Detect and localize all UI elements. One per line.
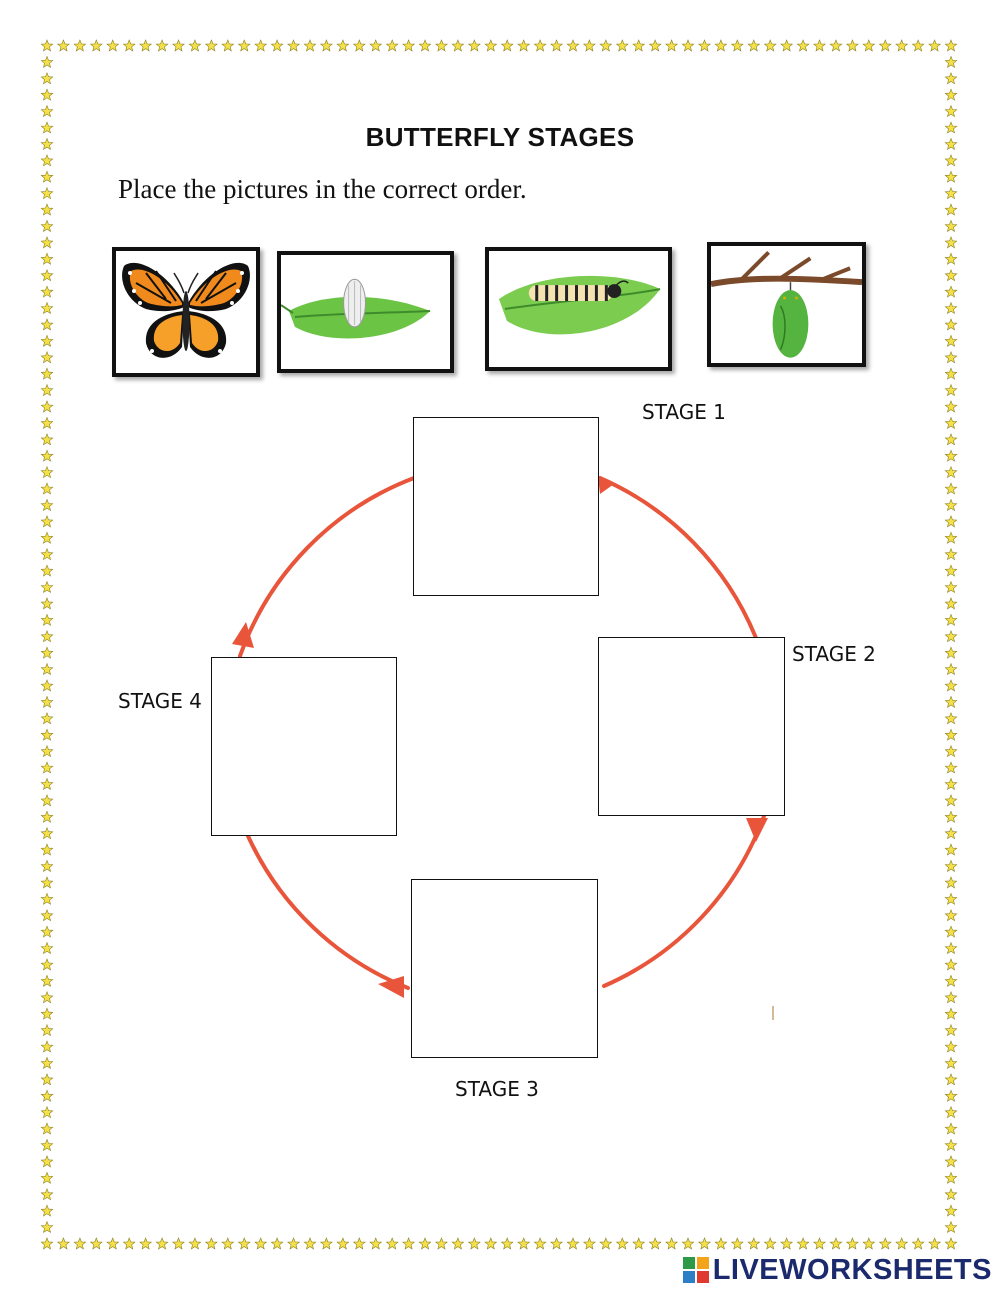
drop-box-stage2[interactable] — [598, 637, 785, 816]
instruction-text: Place the pictures in the correct order. — [118, 174, 527, 204]
arc-stage2-to-stage3 — [604, 816, 764, 986]
drop-box-stage4[interactable] — [211, 657, 397, 836]
arc-stage1-to-stage2 — [600, 478, 756, 638]
stage-label-4: STAGE 4 — [118, 689, 202, 713]
brand-name: LIVEWORKSHEETS — [712, 1253, 992, 1286]
liveworksheets-logo — [683, 1252, 992, 1288]
drop-box-stage3[interactable] — [411, 879, 598, 1058]
drop-box-stage1[interactable] — [413, 417, 599, 596]
live-badge-icon — [683, 1257, 709, 1283]
stage-label-3: STAGE 3 — [455, 1077, 539, 1101]
stage-label-2: STAGE 2 — [792, 642, 876, 666]
worksheet-title: BUTTERFLY STAGES — [365, 122, 635, 152]
stage-label-1: STAGE 1 — [642, 400, 726, 424]
arc-stage3-to-stage4 — [248, 836, 408, 988]
arc-stage4-to-stage1 — [240, 478, 414, 656]
arrowhead-2 — [746, 818, 768, 842]
